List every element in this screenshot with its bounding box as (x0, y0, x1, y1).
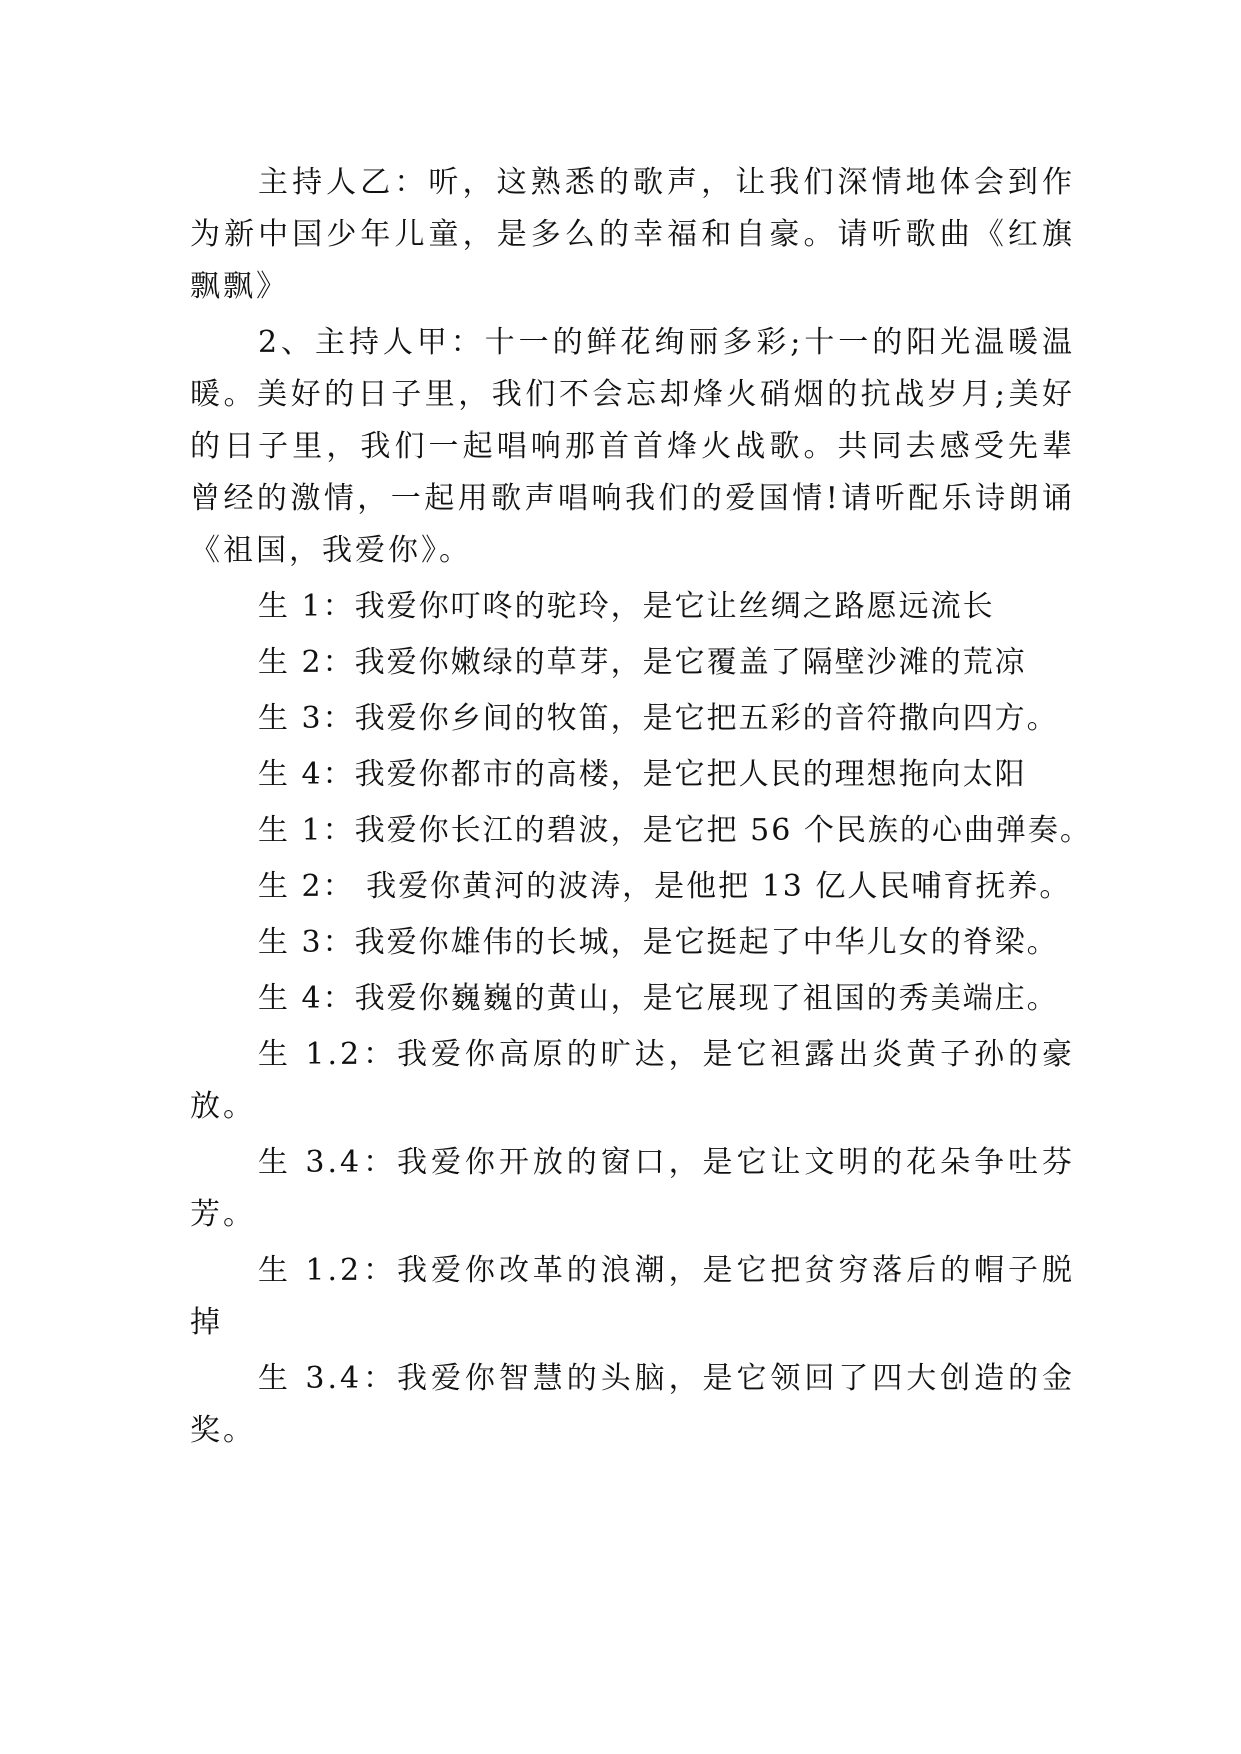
paragraph-host-b-song: 主持人乙：听，这熟悉的歌声，让我们深情地体会到作为新中国少年儿童，是多么的幸福和自豪。请听歌曲《红旗飘飘》 (190, 165, 1075, 304)
paragraph-students-3-4-line-1: 生 3.4：我爱你开放的窗口，是它让文明的花朵争吐芬芳。 (190, 1145, 1075, 1232)
paragraph-students-3-4-line-2: 生 3.4：我爱你智慧的头脑，是它领回了四大创造的金奖。 (190, 1361, 1075, 1448)
paragraph-students-1-2-line-1: 生 1.2：我爱你高原的旷达，是它袒露出炎黄子孙的豪放。 (190, 1037, 1075, 1124)
paragraph-student-4-line-1: 生 4：我爱你都市的高楼，是它把人民的理想拖向太阳 (258, 757, 1027, 792)
paragraph-student-1-line-1: 生 1：我爱你叮咚的驼玲，是它让丝绸之路愿远流长 (258, 589, 995, 624)
paragraph-student-3-line-2: 生 3：我爱你雄伟的长城，是它挺起了中华儿女的脊梁。 (258, 925, 1059, 960)
paragraph-student-2-line-2: 生 2： 我爱你黄河的波涛，是他把 13 亿人民哺育抚养。 (258, 869, 1072, 904)
paragraph-student-2-line-1: 生 2：我爱你嫩绿的草芽，是它覆盖了隔壁沙滩的荒凉 (258, 645, 1027, 680)
paragraph-student-1-line-2: 生 1：我爱你长江的碧波，是它把 56 个民族的心曲弹奏。 (258, 813, 1092, 848)
paragraph-host-a-intro: 2、主持人甲：十一的鲜花绚丽多彩;十一的阳光温暖温暖。美好的日子里，我们不会忘却烽火硝烟的抗战岁月;美好的日子里，我们一起唱响那首首烽火战歌。共同去感受先辈曾经的激情，一起用歌声唱响我们的爱国情!请听配乐诗朗诵《祖国，我爱你》。 (190, 325, 1075, 568)
paragraph-student-4-line-2: 生 4：我爱你巍巍的黄山，是它展现了祖国的秀美端庄。 (258, 981, 1059, 1016)
document-body (190, 157, 1092, 1461)
paragraph-students-1-2-line-2: 生 1.2：我爱你改革的浪潮，是它把贫穷落后的帽子脱掉 (190, 1253, 1075, 1340)
paragraph-student-3-line-1: 生 3：我爱你乡间的牧笛，是它把五彩的音符撒向四方。 (258, 701, 1059, 736)
